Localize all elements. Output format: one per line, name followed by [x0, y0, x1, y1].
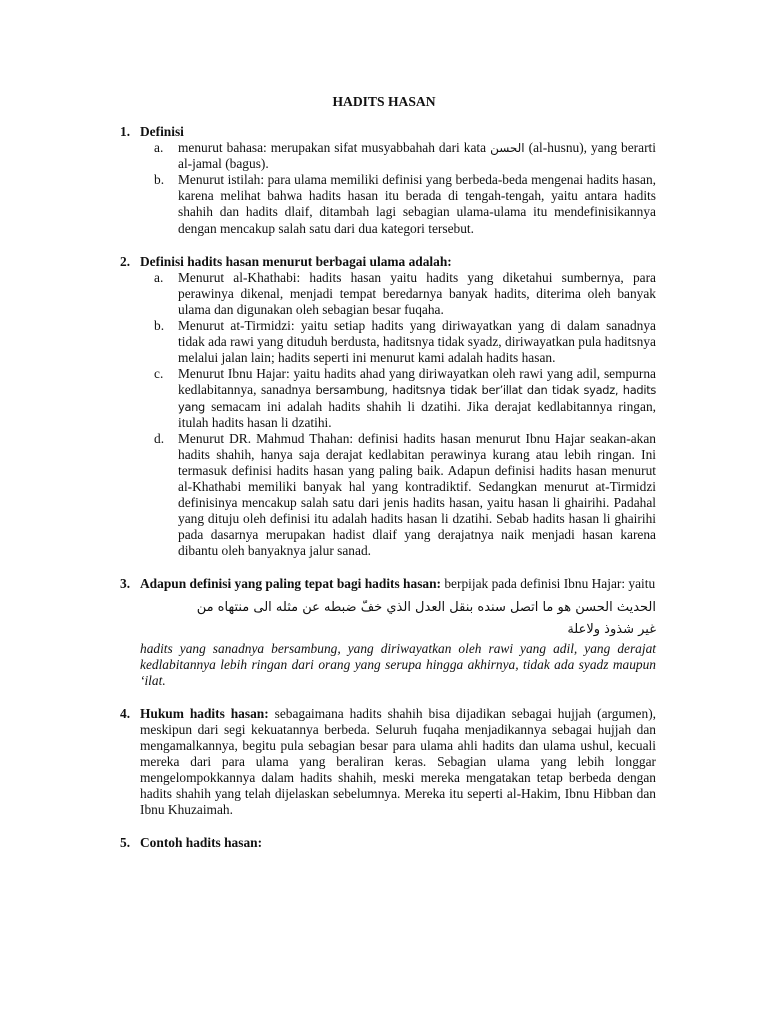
section-paragraph	[140, 706, 656, 819]
definition-list	[140, 270, 656, 560]
section-text: sebagaimana hadits shahih bisa dijadikan sebagai hujjah (argumen), meskipun dari segi kekuatannya berbeda. Seluruh fuqaha menjadikannya sebagai hujjah dan mengamalkannya, begitu pula sebagian besar para ulama ahli hadits dan ulama ushul, kecuali mereka dari para ulama yang beraliran keras. Sebagian ulama yang lebih longgar mengelompokkannya dalam hadits shahih, meski mereka mengatakan tetap berbeda dengan hadits shahih yang telah dijelaskan sebelumnya. Mereka itu seperti al-Hakim, Ibnu Hibban dan Ibnu Khuzaimah.	[140, 705, 656, 818]
page-title: HADITS HASAN	[332, 94, 436, 109]
definition-translation: hadits yang sanadnya bersambung, yang diriwayatkan oleh rawi yang adil, yang derajat kedlabitannya lebih ringan dari orang yang serupa hingga akhirnya, tidak ada syadz maupun ‘ilat.	[140, 640, 656, 688]
section-contoh	[120, 835, 656, 851]
definition-list	[140, 140, 656, 237]
section-number: 1.	[120, 124, 131, 139]
section-definisi-tepat	[120, 576, 656, 688]
item-text-post: (al-husnu), yang berarti al-jamal (bagus).	[178, 140, 656, 172]
arabic-definition: الحديث الحسن هو ما اتصل سنده بنقل العدل الذي خفّ ضبطه عن مثله الى منتهاه من غير شذوذ ولاعلة	[196, 599, 656, 637]
item-text-sans: bersambung, haditsnya tidak ber’illat dan tidak syadz, hadits yang	[178, 383, 656, 414]
section-paragraph	[140, 576, 656, 592]
item-text: Menurut at-Tirmidzi: yaitu setiap hadits yang diriwayatkan yang di dalam sanadnya tidak ada rawi yang dituduh berdusta, haditsnya tidak syadz, diriwayatkan pula haditsnya melalui jalan lain; hadits seperti ini menurut kami adalah hadits hasan.	[178, 318, 656, 366]
list-item	[140, 270, 656, 318]
section-number: 2.	[120, 253, 131, 269]
section-heading: Hukum hadits hasan:	[140, 705, 269, 721]
section-definisi-ulama	[120, 254, 656, 560]
item-letter: b.	[154, 318, 165, 334]
item-letter: d.	[154, 430, 165, 446]
list-item	[140, 140, 656, 172]
item-text: Menurut istilah: para ulama memiliki definisi yang berbeda-beda mengenai hadits hasan, karena melihat bahwa hadits hasan itu berada di tengah-tengah, yaitu antara hadits shahih dan hadits dlaif, ditambah lagi sebagian ulama-ulama itu mendefinisikannya dengan mencakup salah satu dari dua kategori tersebut.	[178, 172, 656, 236]
list-item	[140, 366, 656, 430]
item-letter: a.	[154, 269, 164, 285]
section-heading: Adapun definisi yang paling tepat bagi hadits hasan:	[140, 576, 442, 592]
item-letter: a.	[154, 140, 164, 156]
item-text: Menurut al-Khathabi: hadits hasan yaitu hadits yang diketahui sumbernya, para perawinya dikenal, menjadi tempat beredarnya banyak hadits, diterima oleh banyak ulama dan digunakan oleh sebagian besar fuqaha.	[178, 269, 656, 317]
list-item	[140, 318, 656, 366]
document-body	[120, 124, 656, 852]
section-heading: Definisi hadits hasan menurut berbagai ulama adalah:	[140, 253, 452, 269]
section-hukum	[120, 706, 656, 819]
arabic-word: الحسن	[490, 141, 525, 156]
list-item	[140, 172, 656, 236]
item-text: Menurut DR. Mahmud Thahan: definisi hadits hasan menurut Ibnu Hajar seakan-akan hadits shahih, hanya saja derajat kedlabitan perawinya kurang atau lebih ringan. Ini termasuk definisi hadits hasan yang paling baik. Adapun definisi hadits hasan menurut al-Khathabi memiliki banyak hal yang kontradiktif. Sedangkan menurut at-Tirmidzi definisinya mencakup salah satu dari jenis hadits hasan, yaitu hasan li ghairihi. Padahal yang dituju oleh definisi itu adalah hadits hasan li dzatihi. Sebab hadits hasan li ghairihi pada dasarnya merupakan hadist dlaif yang derajatnya naik menjadi hasan karena dibantu oleh banyaknya jalur sanad.	[178, 430, 656, 559]
section-heading: Contoh hadits hasan:	[140, 835, 263, 851]
item-text-post: semacam ini adalah hadits shahih li dzatihi. Jika derajat kedlabitannya ringan, itulah hadits hasan li dzatihi.	[178, 398, 656, 430]
list-item	[140, 431, 656, 560]
section-definisi	[120, 124, 656, 237]
item-text-pre: Menurut Ibnu Hajar: yaitu hadits ahad yang diriwayatkan oleh rawi yang adil, sempurna kedlabitannya, sanadnya	[178, 366, 656, 398]
section-number: 4.	[120, 705, 131, 721]
section-number: 5.	[120, 835, 131, 851]
section-heading: Definisi	[140, 124, 184, 139]
section-number: 3.	[120, 576, 131, 592]
item-text-pre: menurut bahasa: merupakan sifat musyabbahah dari kata	[178, 140, 491, 156]
item-letter: c.	[154, 366, 164, 382]
section-text: berpijak pada definisi Ibnu Hajar: yaitu	[441, 576, 656, 592]
item-letter: b.	[154, 172, 165, 188]
